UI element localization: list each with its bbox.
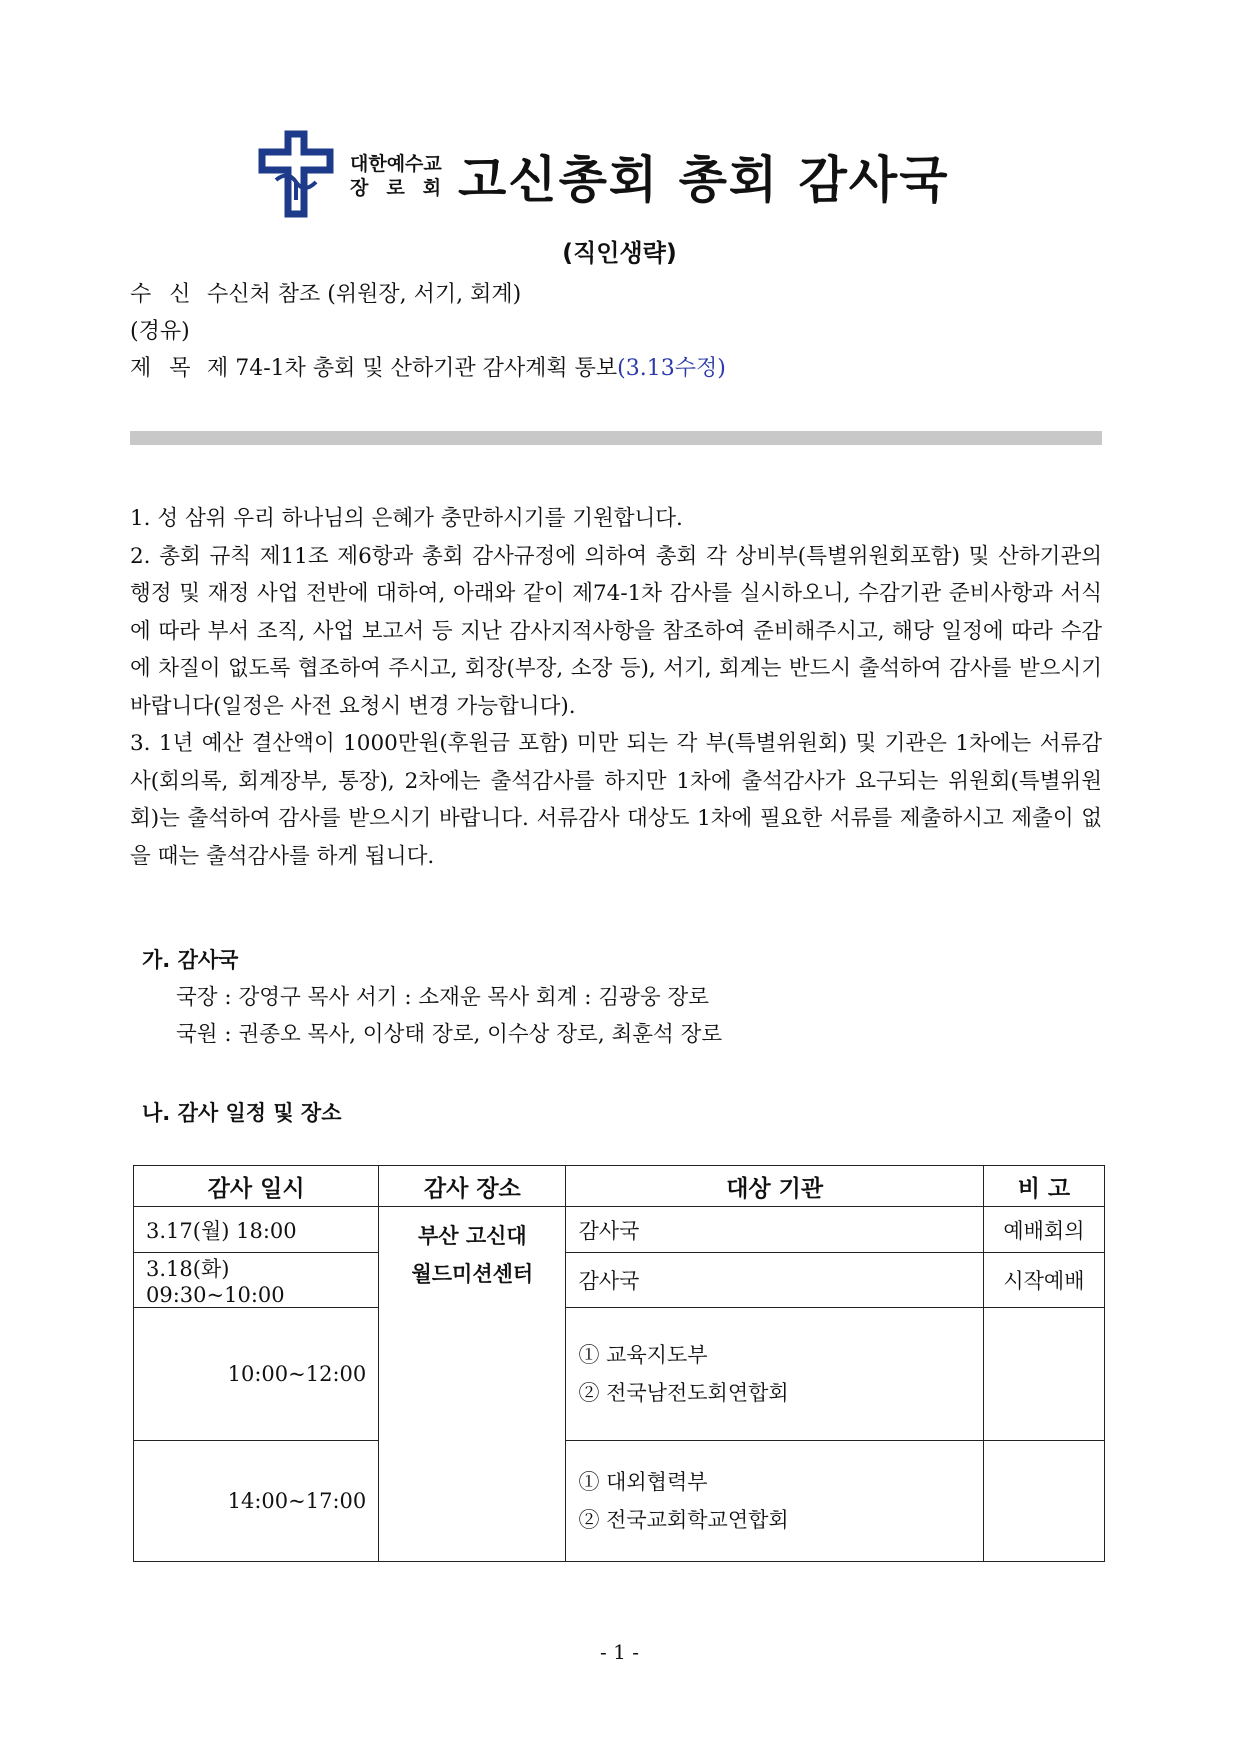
table-row xyxy=(134,1441,1105,1562)
table-row xyxy=(134,1308,1105,1441)
place-line-1: 부산 고신대 xyxy=(417,1224,527,1248)
header-date: 감사 일시 xyxy=(134,1166,379,1207)
org-title: 고신총회 총회 감사국 xyxy=(458,151,950,209)
table-row xyxy=(134,1253,1105,1308)
row-note xyxy=(983,1441,1104,1562)
table-row xyxy=(134,1207,1105,1253)
row-date: 3.17(월) 18:00 xyxy=(134,1207,379,1253)
section-na-title: 나. 감사 일정 및 장소 xyxy=(142,1101,342,1125)
row-target: 감사국 xyxy=(566,1253,983,1308)
recipient-line xyxy=(130,277,521,308)
paragraph-2: 2. 총회 규칙 제11조 제6항과 총회 감사규정에 의하여 총회 각 상비부(특별위원회포함) 및 산하기관의 행정 및 재정 사업 전반에 대하여, 아래와 같이 제74-1차 감사를 실시하오니, 수감기관 준비사항과 서식에 따라 부서 조직, 사업 보고서 등 지난 감사지적사항을 참조하여 준비해주시고, 해당 일정에 따라 수감에 차질이 없도록 협조하여 주시고, 회장(부장, 소장 등), 서기, 회계는 반드시 출석하여 감사를 받으시기 바랍니다(일정은 사전 요청시 변경 가능합니다). xyxy=(130,543,1102,719)
letterhead xyxy=(258,124,1018,220)
denomination-line2: 장로회 xyxy=(350,177,460,199)
subject-revision: (3.13수정) xyxy=(617,356,726,381)
table-header-row xyxy=(134,1166,1105,1207)
place-name xyxy=(391,1207,553,1293)
header-place: 감사 장소 xyxy=(379,1166,566,1207)
row-note xyxy=(983,1308,1104,1441)
page-number: - 1 - xyxy=(600,1640,639,1664)
header-note: 비 고 xyxy=(983,1166,1104,1207)
row-date: 10:00~12:00 xyxy=(134,1308,379,1441)
recipient-label: 수신 xyxy=(130,282,209,307)
body-paragraphs xyxy=(130,500,1102,875)
row-date: 3.18(화) 09:30~10:00 xyxy=(134,1253,379,1308)
target-item: ① 교육지도부 xyxy=(578,1343,708,1367)
recipient-value: 수신처 참조 (위원장, 서기, 회계) xyxy=(207,282,522,307)
target-item: ② 전국남전도회연합회 xyxy=(578,1381,789,1405)
target-item: ② 전국교회학교연합회 xyxy=(578,1508,789,1532)
row-targets xyxy=(566,1308,983,1441)
row-targets xyxy=(566,1441,983,1562)
row-note: 시작예배 xyxy=(983,1253,1104,1308)
via-line: (경유) xyxy=(130,319,190,344)
staff-line-2: 국원 : 권종오 목사, 이상태 장로, 이수상 장로, 최훈석 장로 xyxy=(176,1022,723,1047)
subject-label: 제목 xyxy=(130,356,209,381)
row-date: 14:00~17:00 xyxy=(134,1441,379,1562)
place-cell xyxy=(379,1207,566,1562)
row-note: 예배회의 xyxy=(983,1207,1104,1253)
divider-bar xyxy=(130,431,1102,445)
denomination-line1: 대한예수교 xyxy=(350,153,442,175)
place-line-2: 월드미션센터 xyxy=(411,1262,534,1286)
subject-value: 제 74-1차 총회 및 산하기관 감사계획 통보 xyxy=(207,356,618,381)
seal-omitted: (직인생략) xyxy=(562,239,677,267)
target-item: ① 대외협력부 xyxy=(578,1470,708,1494)
audit-schedule-table xyxy=(133,1165,1105,1562)
paragraph-1: 1. 성 삼위 우리 하나님의 은혜가 충만하시기를 기원합니다. xyxy=(130,506,683,531)
row-target: 감사국 xyxy=(566,1207,983,1253)
denomination-name xyxy=(350,152,459,200)
paragraph-3: 3. 1년 예산 결산액이 1000만원(후원금 포함) 미만 되는 각 부(특별위원회) 및 기관은 1차에는 서류감사(회의록, 회계장부, 통장), 2차에는 출석감사를 하지만 1차에 출석감사가 요구되는 위원회(특별위원회)는 출석하여 감사를 받으시기 바랍니다. 서류감사 대상도 1차에 필요한 서류를 제출하시고 제출이 없을 때는 출석감사를 하게 됩니다. xyxy=(130,731,1102,869)
section-ga-title: 가. 감사국 xyxy=(142,948,239,972)
subject-line xyxy=(130,351,726,382)
church-cross-logo-icon xyxy=(258,130,334,218)
header-target: 대상 기관 xyxy=(566,1166,983,1207)
staff-line-1: 국장 : 강영구 목사 서기 : 소재운 목사 회계 : 김광웅 장로 xyxy=(176,985,710,1010)
